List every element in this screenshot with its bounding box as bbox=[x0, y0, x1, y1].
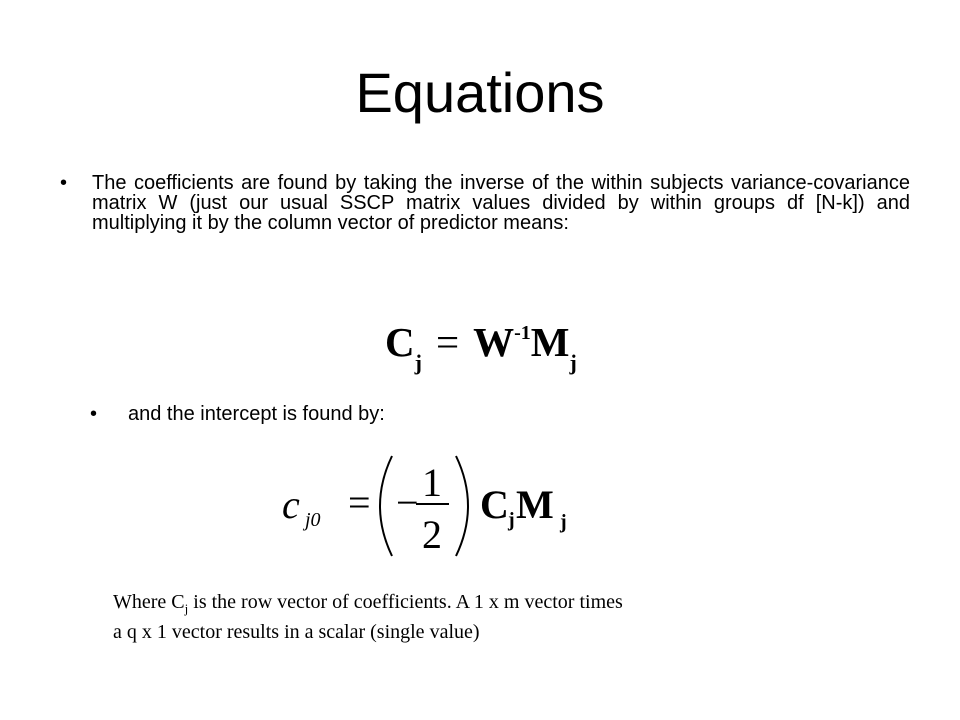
eq2-m-sub: j bbox=[560, 511, 567, 533]
eq2-lhs-sub: j0 bbox=[305, 509, 321, 531]
bullet-text-intercept: and the intercept is found by: bbox=[128, 403, 385, 425]
eq2-m-base: M bbox=[516, 482, 554, 527]
bullet-intercept bbox=[90, 404, 690, 424]
slide-title: Equations bbox=[355, 61, 605, 124]
eq1-lhs-base: C bbox=[385, 319, 415, 365]
eq1-lhs-sub: j bbox=[414, 350, 422, 375]
bullet-coefficients bbox=[60, 173, 910, 233]
eq2-c-sub: j bbox=[508, 509, 515, 531]
eq2-numerator: 1 bbox=[422, 460, 442, 505]
note-sub: j bbox=[184, 601, 189, 616]
eq1-w-base: W bbox=[473, 319, 515, 365]
eq2-equals: = bbox=[348, 480, 371, 525]
bullet-text-coefficients: The coefficients are found by taking the inverse of the within subjects variance-covariance matrix W (just our usual SSCP matrix values divided by within groups df [N-k]) and multiplying it by the column vector of predictor means: bbox=[92, 172, 910, 234]
eq2-c-base: C bbox=[480, 482, 509, 527]
note-part1: Where C bbox=[113, 591, 185, 613]
eq2-denominator: 2 bbox=[422, 512, 442, 557]
right-paren-icon bbox=[456, 456, 468, 556]
note-text bbox=[113, 588, 633, 647]
left-paren-icon bbox=[380, 456, 392, 556]
equation-coefficients bbox=[385, 312, 577, 375]
eq2-minus: − bbox=[396, 480, 419, 525]
eq1-equals: = bbox=[435, 319, 460, 365]
eq1-m-base: M bbox=[530, 319, 570, 365]
eq1-w-sup: -1 bbox=[514, 322, 531, 344]
eq2-lhs-base: c bbox=[282, 482, 300, 527]
eq1-m-sub: j bbox=[569, 350, 577, 375]
note-part2: is the row vector of coefficients. A 1 x m vector times a q x 1 vector results in a scalar (single value) bbox=[113, 591, 623, 643]
bullet-icon: • bbox=[60, 172, 68, 194]
bullet-icon: • bbox=[90, 403, 98, 425]
equation-intercept bbox=[280, 452, 580, 564]
